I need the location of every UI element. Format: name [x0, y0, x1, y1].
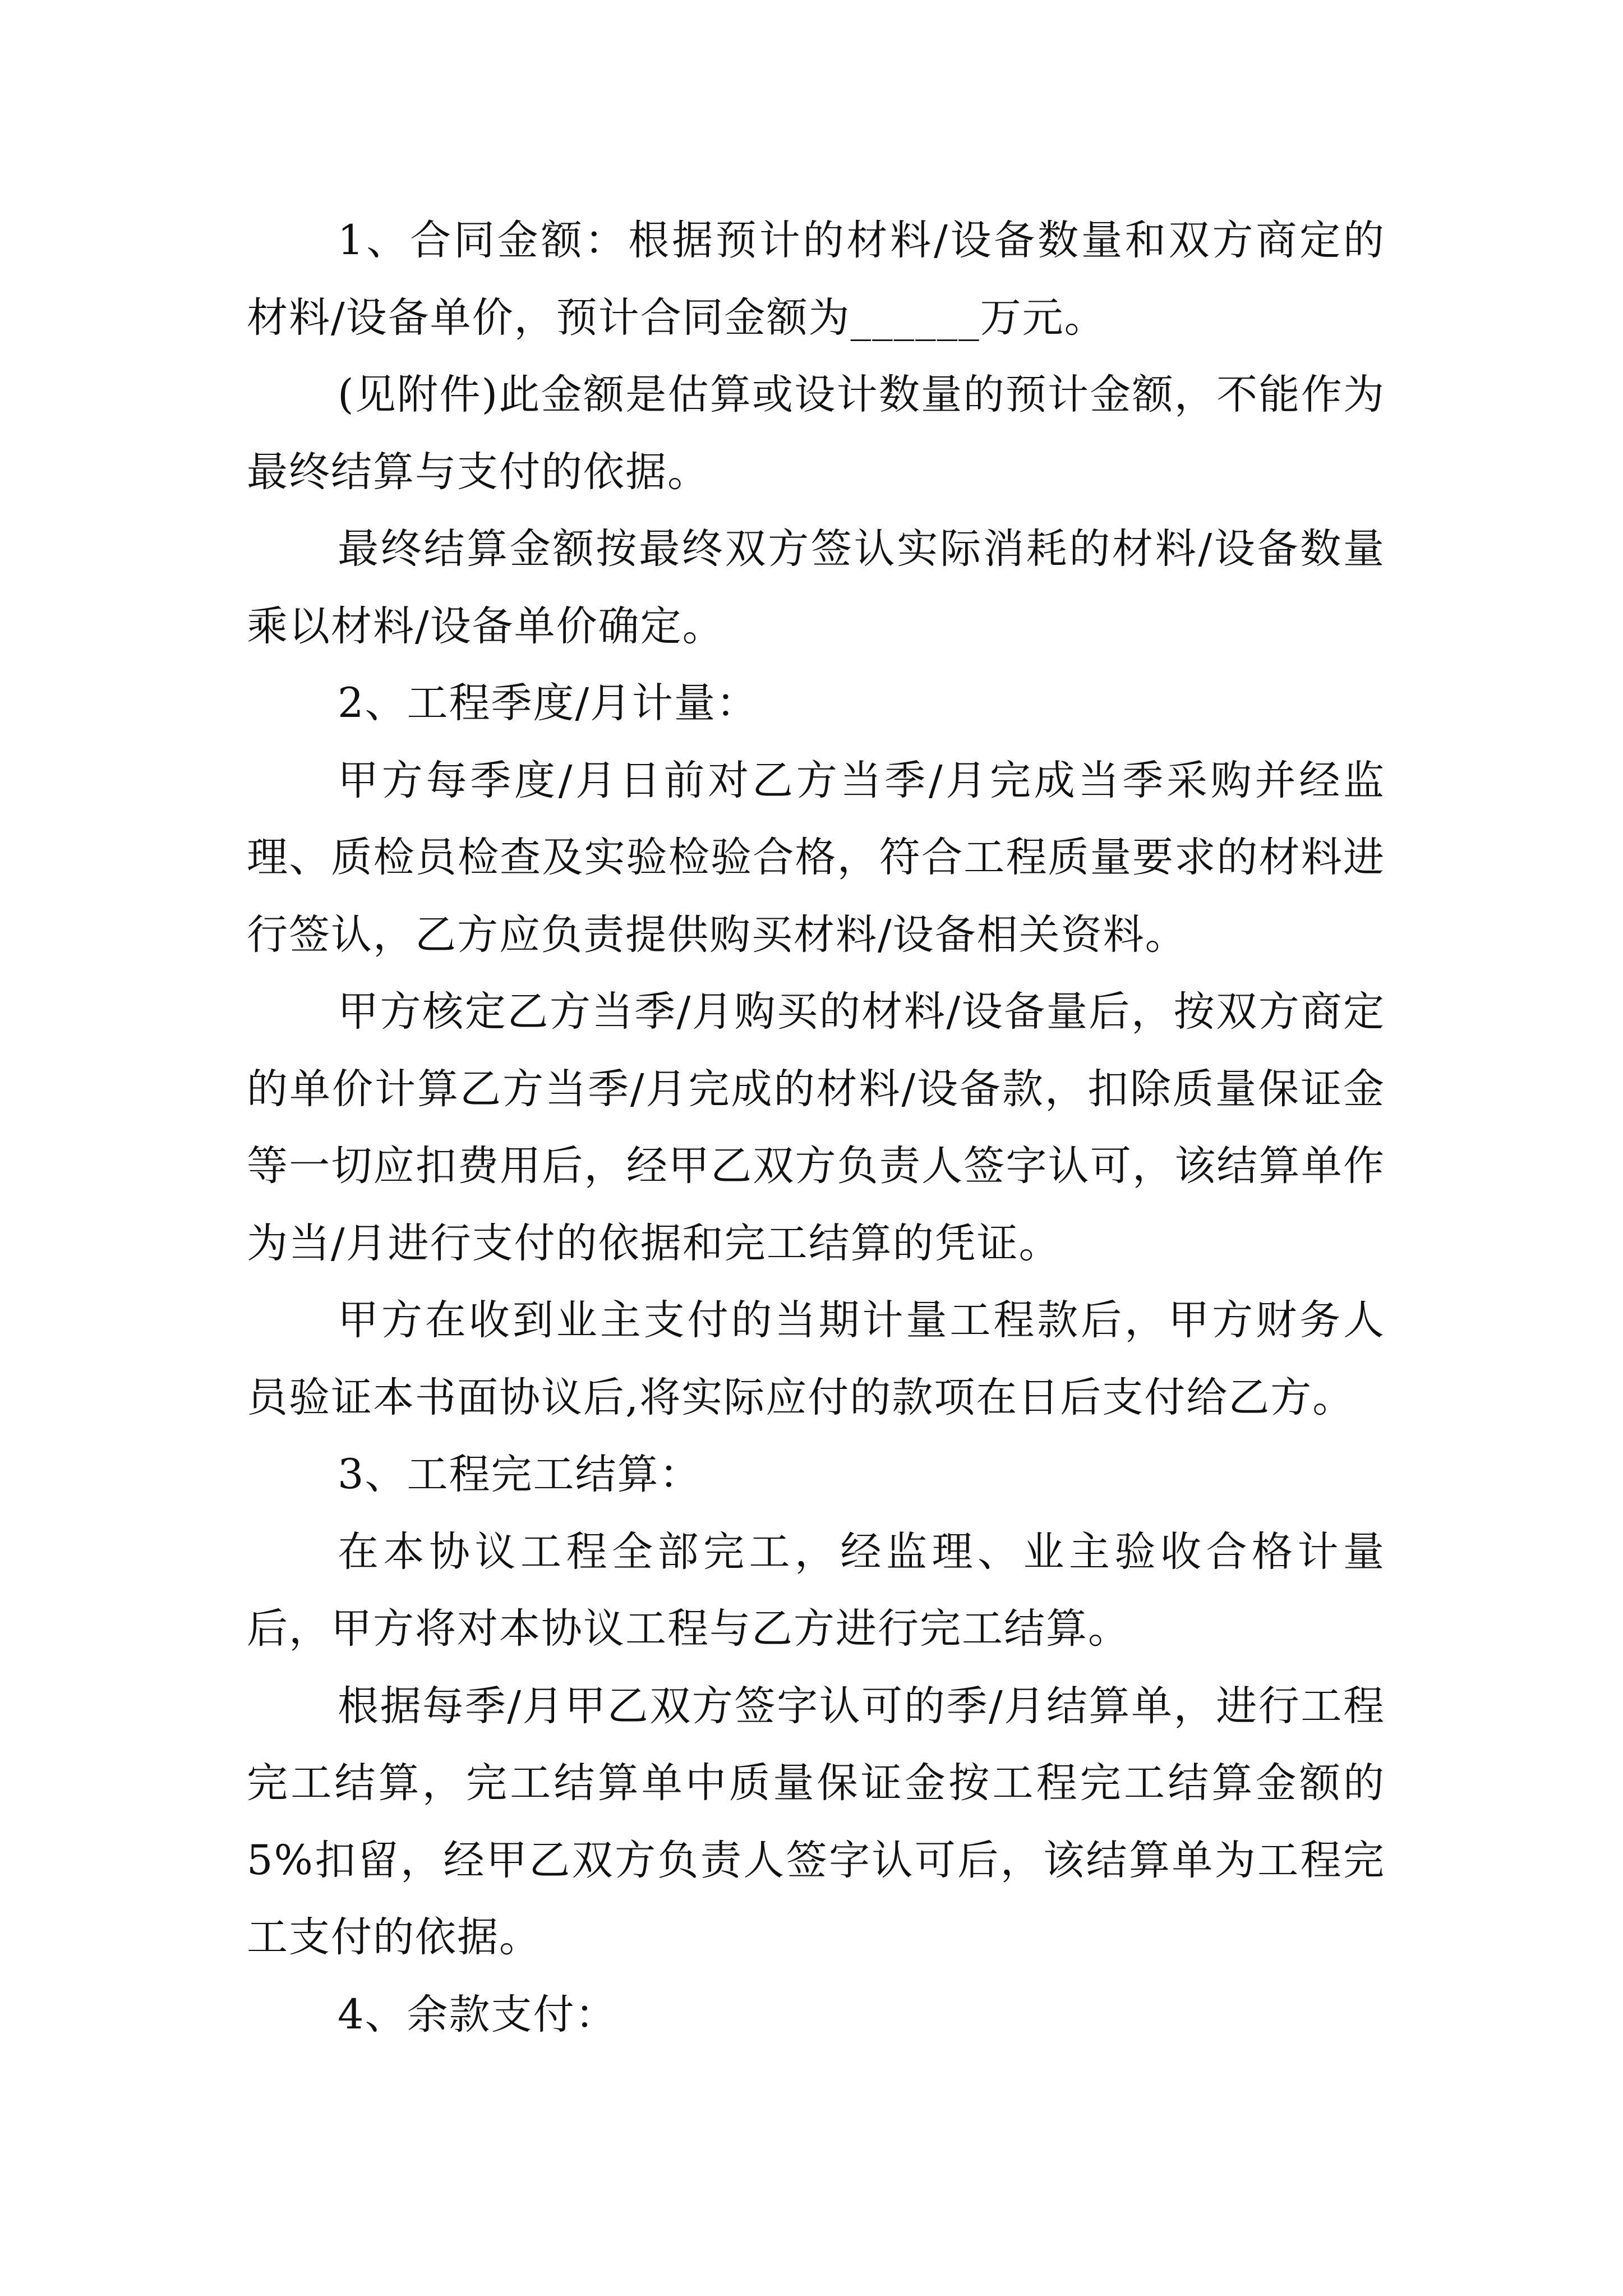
paragraph-quarterly-signoff: 甲方每季度/月日前对乙方当季/月完成当季采购并经监理、质检员检查及实验检验合格，符合工程质量要求的材料进行签认，乙方应负责提供购买材料/设备相关资料。 [247, 756, 1385, 959]
paragraph-completion-acceptance: 在本协议工程全部完工，经监理、业主验收合格计量后，甲方将对本协议工程与乙方进行完工结算。 [247, 1527, 1385, 1653]
paragraph-quarterly-payment-basis: 甲方核定乙方当季/月购买的材料/设备量后，按双方商定的单价计算乙方当季/月完成的材料/设备款，扣除质量保证金等一切应扣费用后，经甲乙双方负责人签字认可，该结算单作为当/月进行支付的依据和完工结算的凭证。 [247, 988, 1385, 1267]
heading-balance-payment: 4、余款支付： [338, 1990, 617, 2039]
document-body [247, 202, 1400, 2053]
paragraph-completion-retention: 根据每季/月甲乙双方签字认可的季/月结算单，进行工程完工结算，完工结算单中质量保证金按工程完工结算金额的 5%扣留，经甲乙双方负责人签字认可后，该结算单为工程完工支付的依据。 [247, 1682, 1400, 1961]
paragraph-payment-after-owner: 甲方在收到业主支付的当期计量工程款后，甲方财务人员验证本书面协议后,将实际应付的款项在日后支付给乙方。 [247, 1296, 1385, 1421]
paragraph-final-settlement: 最终结算金额按最终双方签认实际消耗的材料/设备数量乘以材料/设备单价确定。 [247, 525, 1385, 650]
paragraph-contract-amount: 1、合同金额：根据预计的材料/设备数量和双方商定的材料/设备单价，预计合同金额为______万元。 [247, 217, 1385, 342]
heading-completion-settlement: 3、工程完工结算： [338, 1451, 702, 1498]
paragraph-attachment-note: (见附件)此金额是估算或设计数量的预计金额，不能作为最终结算与支付的依据。 [247, 371, 1385, 496]
heading-quarterly-measurement: 2、工程季度/月计量： [338, 679, 759, 727]
